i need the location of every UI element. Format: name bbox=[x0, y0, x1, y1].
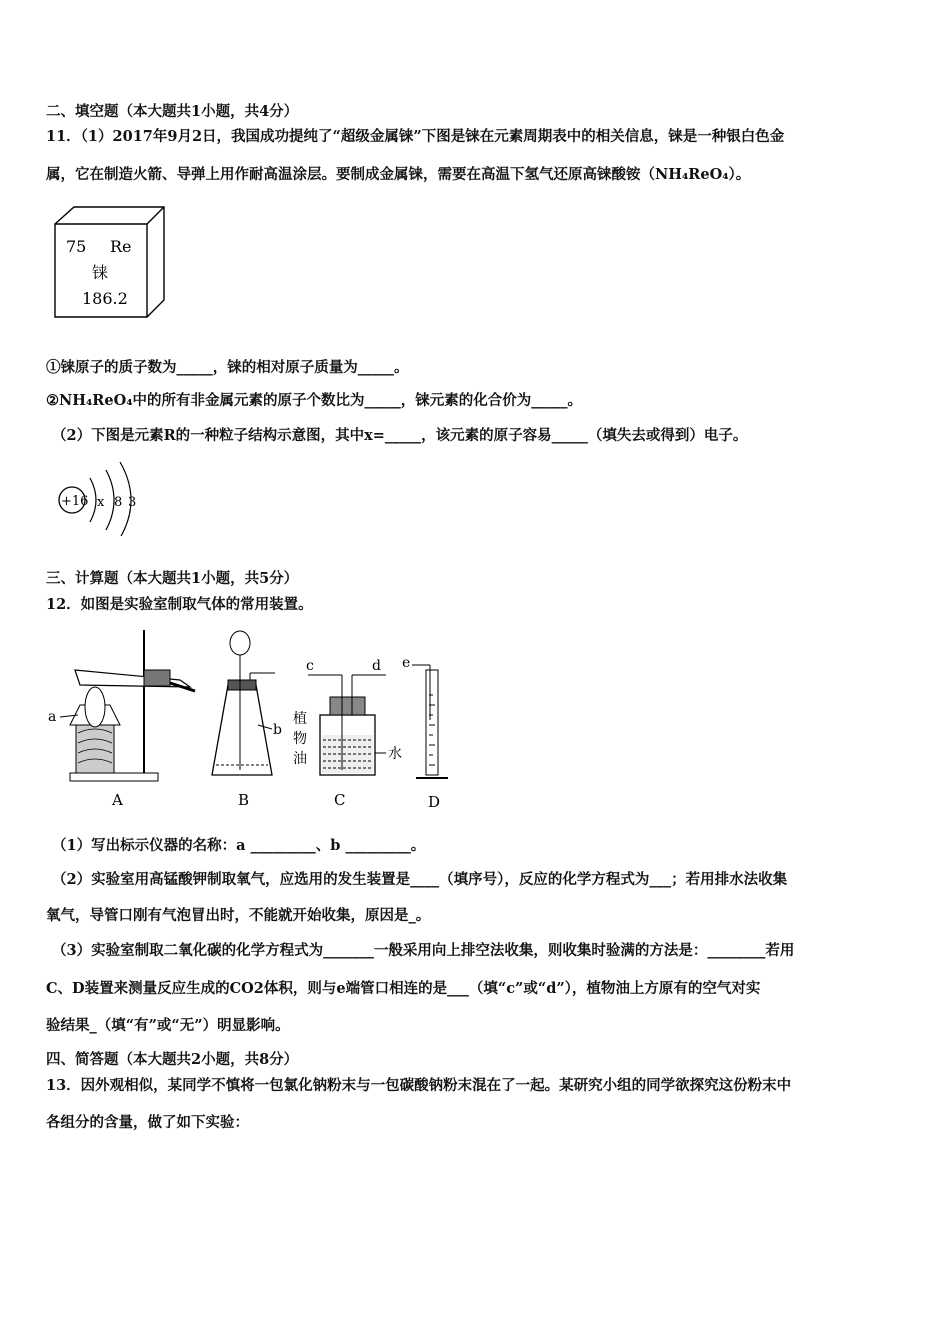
q11-sub1: ①铼原子的质子数为_____，铼的相对原子质量为_____。 bbox=[46, 359, 409, 376]
shell-2: 8 bbox=[114, 495, 123, 510]
q12-part2-line2: 氧气，导管口刚有气泡冒出时，不能就开始收集，原因是_。 bbox=[46, 907, 431, 924]
label-C: C bbox=[334, 791, 346, 809]
shell-3: 3 bbox=[128, 495, 137, 510]
label-oil-1: 植 bbox=[293, 711, 307, 727]
q12-text: 12．如图是实验室制取气体的常用装置。 bbox=[46, 596, 313, 613]
label-b: b bbox=[273, 722, 282, 738]
q11-line1: 11．（1）2017年9月2日，我国成功提纯了“超级金属铼”下图是铼在元素周期表中的相关信息，铼是一种银白色金 bbox=[46, 128, 785, 145]
label-c: c bbox=[306, 658, 314, 674]
q11-line2: 属，它在制造火箭、导弹上用作耐高温涂层。要制成金属铼，需要在高温下氢气还原高铼酸铵（NH₄ReO₄）。 bbox=[46, 166, 751, 183]
q13-line1: 13．因外观相似，某同学不慎将一包氯化钠粉末与一包碳酸钠粉末混在了一起。某研究小组的同学欲探究这份粉末中 bbox=[46, 1077, 792, 1094]
label-D: D bbox=[428, 793, 441, 811]
element-number: 75 bbox=[66, 237, 87, 256]
q12-part3-line2: C、D装置来测量反应生成的CO2体积，则与e端管口相连的是___（填“c”或“d”），植物油上方原有的空气对实 bbox=[46, 980, 761, 997]
label-water: 水 bbox=[388, 746, 402, 762]
rhenium-element-card bbox=[52, 204, 172, 320]
q12-part2-line1: （2）实验室用高锰酸钾制取氧气，应选用的发生装置是____（填序号），反应的化学方程式为___；若用排水法收集 bbox=[52, 871, 788, 888]
q11-sub2: ②NH₄ReO₄中的所有非金属元素的原子个数比为_____，铼元素的化合价为_____。 bbox=[46, 392, 583, 409]
section-4-heading: 四、简答题（本大题共2小题，共8分） bbox=[46, 1051, 299, 1068]
apparatus-d bbox=[402, 655, 448, 811]
apparatus-b bbox=[212, 631, 282, 809]
label-a: a bbox=[48, 709, 57, 725]
atom-structure-diagram bbox=[52, 456, 152, 536]
label-oil-3: 油 bbox=[293, 751, 307, 767]
element-mass: 186.2 bbox=[82, 289, 128, 308]
apparatus-a bbox=[48, 630, 195, 809]
label-oil-2: 物 bbox=[293, 731, 307, 747]
q12-part3-line3: 验结果_（填“有”或“无”）明显影响。 bbox=[46, 1017, 290, 1034]
atom-nucleus: +16 bbox=[61, 494, 89, 509]
section-3-heading: 三、计算题（本大题共1小题，共5分） bbox=[46, 570, 299, 587]
q12-part3-line1: （3）实验室制取二氧化碳的化学方程式为_______一般采用向上排空法收集，则收集时验满的方法是：________若用 bbox=[52, 942, 795, 959]
label-B: B bbox=[238, 791, 250, 809]
label-d: d bbox=[372, 658, 381, 674]
apparatus-c bbox=[293, 658, 402, 809]
lab-apparatus-figure bbox=[40, 625, 470, 815]
label-e: e bbox=[402, 655, 411, 671]
q11-part2: （2）下图是元素R的一种粒子结构示意图，其中x=_____，该元素的原子容易_____（填失去或得到）电子。 bbox=[52, 427, 748, 444]
q13-line2: 各组分的含量，做了如下实验： bbox=[46, 1114, 249, 1131]
q12-part1: （1）写出标示仪器的名称：a _________、b _________。 bbox=[52, 837, 426, 854]
label-A: A bbox=[112, 791, 123, 809]
shell-1: x bbox=[97, 495, 105, 510]
section-2-heading: 二、填空题（本大题共1小题，共4分） bbox=[46, 103, 299, 120]
element-symbol: Re bbox=[110, 237, 132, 256]
element-name: 铼 bbox=[92, 263, 109, 282]
